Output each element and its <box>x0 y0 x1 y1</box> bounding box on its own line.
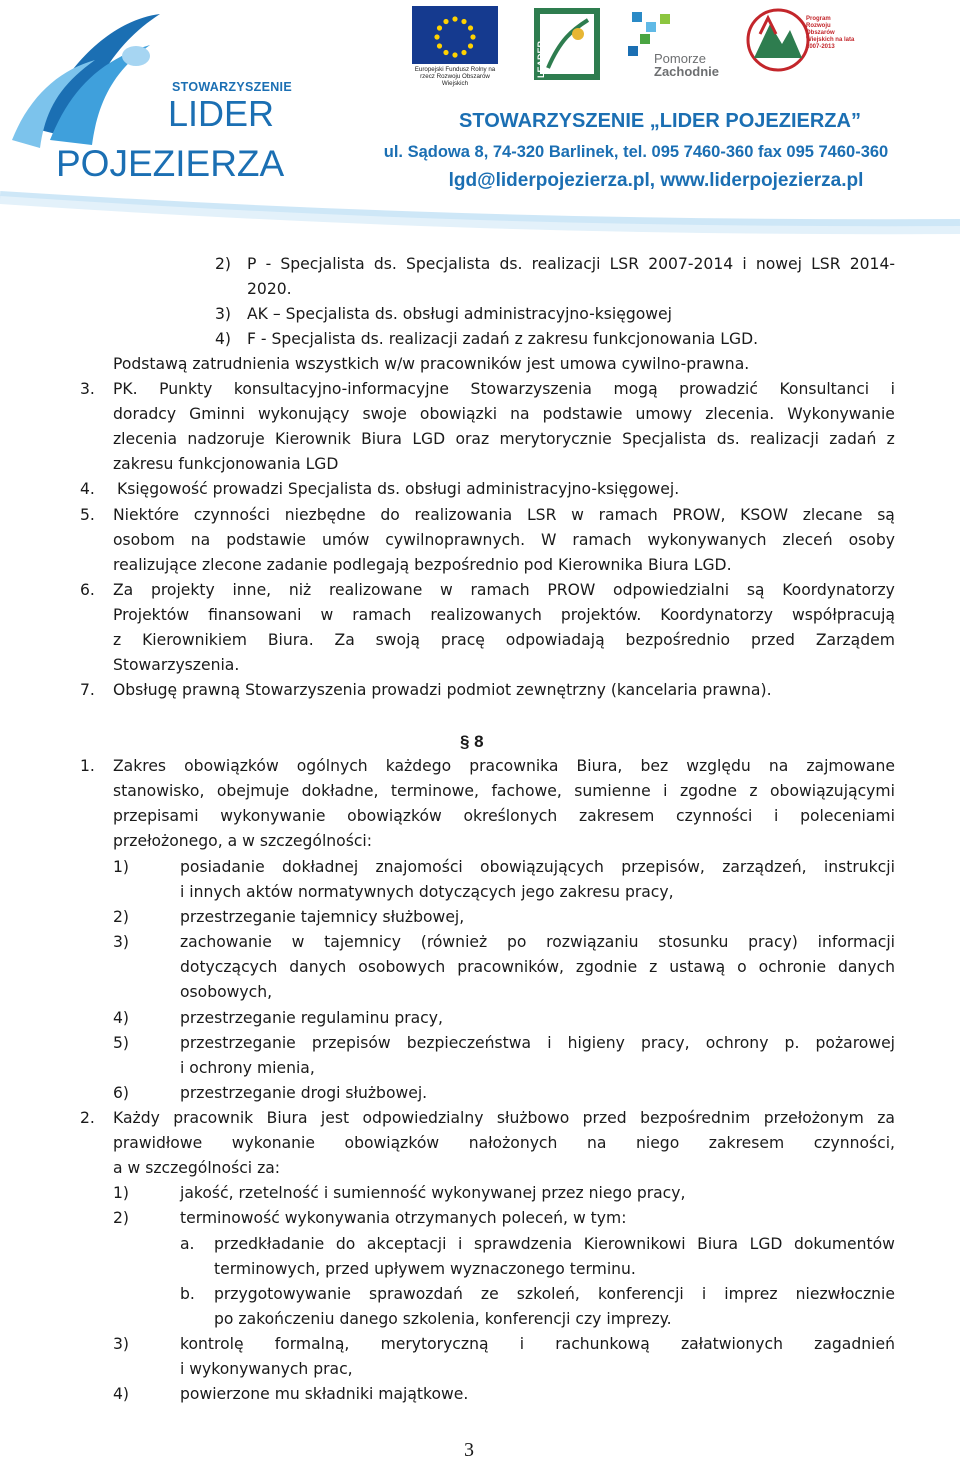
eu-flag-icon <box>412 6 498 64</box>
text-line: przestrzeganie regulaminu pracy, <box>180 1009 443 1027</box>
list-number: 1. <box>80 757 95 775</box>
text-line: Obsługę prawną Stowarzyszenia prowadzi podmiot zewnętrzny (kancelaria prawna). <box>113 681 772 699</box>
text-line: terminowość wykonywania otrzymanych poleceń, w tym: <box>180 1209 627 1227</box>
association-contact: lgd@liderpojezierza.pl, www.liderpojezierza.pl <box>448 170 864 191</box>
text-line: realizujące zlecone zadanie podlegają bezpośrednio pod Kierownika Biura LGD. <box>113 556 732 574</box>
page-number: 3 <box>464 1439 474 1461</box>
text-line: F - Specjalista ds. realizacji zadań z zakresu funkcjonowania LGD. <box>247 330 759 348</box>
list-number: 4. <box>80 480 95 498</box>
pomorze-line2: Zachodnie <box>654 64 720 79</box>
list-number: 2) <box>113 1209 130 1227</box>
text-line: terminowych, przed upływem wyznaczonego terminu. <box>214 1260 636 1278</box>
list-number: 5) <box>113 1034 130 1052</box>
list-number: 3. <box>80 380 95 398</box>
text-line: Stowarzyszenia. <box>113 656 240 674</box>
prow-text: Program Rozwoju Obszarów Wiejskich na lata 2007-2013 <box>806 16 855 50</box>
logo-word-pojezierza: POJEZIERZA <box>56 143 285 184</box>
list-number: 2) <box>215 255 232 273</box>
text-line: P - Specjalista ds. Specjalista ds. realizacji LSR 2007-2014 i nowej LSR 2014- <box>247 255 895 273</box>
list-number: 1) <box>113 1184 130 1202</box>
prow-logo-box <box>744 6 856 84</box>
text-line: przepisami wykonywanie obowiązków określonych zakresem czynności i poleceniami <box>113 807 895 825</box>
text-line: po zakończeniu danego szkolenia, konferencji czy imprezy. <box>214 1310 672 1328</box>
text-line: PK. Punkty konsultacyjno-informacyjne Stowarzyszenia mogą prowadzić Konsultanci i <box>113 380 895 398</box>
text-line: i wykonywanych prac, <box>180 1360 353 1378</box>
eu-caption: Europejski Fundusz Rolny na rzecz Rozwoju Obszarów Wiejskich <box>414 66 496 87</box>
text-line: stanowisko, obejmuje dokładne, terminowe, fachowe, sumienne i zgodne z obowiązującymi <box>113 782 895 800</box>
lider-logo-emblem <box>12 14 160 148</box>
text-line: Projektów finansowani w ramach realizowanych projektów. Koordynatorzy współpracują <box>113 606 895 624</box>
list-number: 6) <box>113 1084 130 1102</box>
text-line: posiadanie dokładnej znajomości obowiązujących przepisów, zarządzeń, instrukcji <box>180 858 895 876</box>
text-line: przestrzeganie tajemnicy służbowej, <box>180 908 465 926</box>
text-line: osobowych, <box>180 983 273 1001</box>
association-address: ul. Sądowa 8, 74-320 Barlinek, tel. 095 7460-360 fax 095 7460-360 <box>383 143 889 161</box>
text-line: przestrzeganie przepisów bezpieczeństwa i higieny pracy, ochrony p. pożarowej <box>180 1034 895 1052</box>
list-number: 5. <box>80 506 95 524</box>
pomorze-line1: Pomorze <box>654 51 707 66</box>
list-number: 2) <box>113 908 130 926</box>
text-line: powierzone mu składniki majątkowe. <box>180 1385 469 1403</box>
text-line: Każdy pracownik Biura jest odpowiedzialny służbowo przed bezpośrednim przełożonym za <box>113 1109 895 1127</box>
text-line: i innych aktów normatywnych dotyczących jego zakresu pracy, <box>180 883 674 901</box>
text-line: doradcy Gminni wykonujący swoje obowiązki na podstawie umowy zlecenia. Wykonywanie <box>113 405 895 423</box>
text-line: przygotowywanie sprawozdań ze szkoleń, konferencji i imprez niezwłocznie <box>214 1285 895 1303</box>
letterhead <box>0 0 960 245</box>
list-number: 3) <box>113 1335 130 1353</box>
text-line: prawidłowe wykonanie obowiązków nałożonych na niego zakresem czynności, <box>113 1134 895 1152</box>
list-number: 4) <box>113 1385 130 1403</box>
list-number: 1) <box>113 858 130 876</box>
text-line: 2020. <box>247 280 292 298</box>
leader-logo-box <box>530 6 602 84</box>
list-number: 4) <box>215 330 232 348</box>
text-line: przedkładanie do akceptacji i sprawdzenia Kierownikowi Biura LGD dokumentów <box>214 1235 895 1253</box>
text-line: Podstawą zatrudnienia wszystkich w/w pracowników jest umowa cywilno-prawna. <box>113 355 750 373</box>
list-number: a. <box>180 1235 195 1253</box>
text-line: Za projekty inne, niż realizowane w ramach PROW odpowiedzialni są Koordynatorzy <box>113 581 895 599</box>
text-line: zakresu funkcjonowania LGD <box>113 455 339 473</box>
eu-logo <box>412 6 498 87</box>
text-line: osobom na podstawie umów cywilnoprawnych. W ramach wykonywanych zleceń osoby <box>113 531 895 549</box>
text-line: kontrolę formalną, merytoryczną i rachunkową załatwionych zagadnień <box>180 1335 895 1353</box>
logo-word-stowarzyszenie: STOWARZYSZENIE <box>172 80 292 94</box>
text-line: Niektóre czynności niezbędne do realizowania LSR w ramach PROW, KSOW zlecane są <box>113 506 895 524</box>
list-number: 2. <box>80 1109 95 1127</box>
text-line: a w szczególności za: <box>113 1159 281 1177</box>
text-line: przełożonego, a w szczególności: <box>113 832 372 850</box>
logo-word-lider: LIDER <box>168 93 275 134</box>
list-number: 7. <box>80 681 95 699</box>
text-line: zlecenia nadzoruje Kierownik Biura LGD oraz merytorycznie Specjalista ds. realizacji zadań z <box>113 430 895 448</box>
list-number: 4) <box>113 1009 130 1027</box>
list-number: b. <box>180 1285 195 1303</box>
text-line: i ochrony mienia, <box>180 1059 315 1077</box>
text-line: AK – Specjalista ds. obsługi administracyjno-księgowej <box>247 305 672 323</box>
text-line: przestrzeganie drogi służbowej. <box>180 1084 428 1102</box>
list-number: 6. <box>80 581 95 599</box>
text-line: Zakres obowiązków ogólnych każdego pracownika Biura, bez względu na zajmowane <box>113 757 895 775</box>
leader-label: LEADER <box>536 40 546 78</box>
text-line: jakość, rzetelność i sumienność wykonywanej przez niego pracy, <box>180 1184 686 1202</box>
list-number: 3) <box>113 933 130 951</box>
section-title: § 8 <box>460 732 484 751</box>
text-line: zachowanie w tajemnicy (również po rozwiązaniu stosunku pracy) informacji <box>180 933 895 951</box>
association-name: STOWARZYSZENIE „LIDER POJEZIERZA” <box>459 110 861 132</box>
list-number: 3) <box>215 305 232 323</box>
text-line: dotyczących danych osobowych pracowników, zgodnie z ustawą o ochronie danych <box>180 958 895 976</box>
text-line: z Kierownikiem Biura. Za swoją pracę odpowiadają bezpośrednio przed Zarządem <box>113 631 895 649</box>
text-line: Księgowość prowadzi Specjalista ds. obsługi administracyjno-księgowej. <box>117 480 680 498</box>
pomorze-logo-box <box>620 6 730 84</box>
